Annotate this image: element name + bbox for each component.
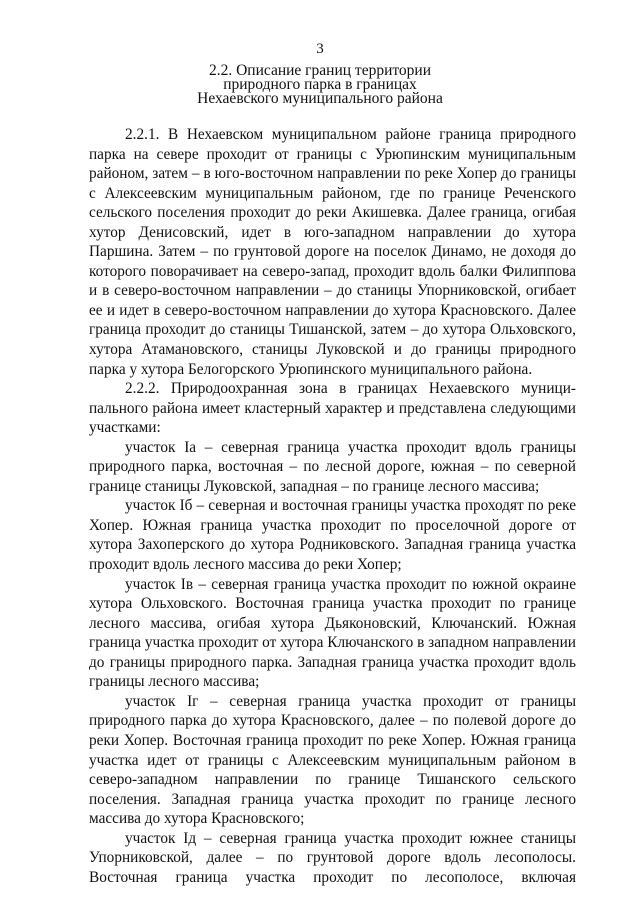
paragraph-plot-ig: участок Iг – северная граница участка проходит от границы природного парка до хутора Красновского, далее – по полевой дороге до реки Хопер. Восточная граница проходит по реке Хопер. Южная граница участка идет от границы с Алексеевским муниципальным районом в северо-западном направлении по границе Тишанского сельского поселения. Западная граница участка проходит по границе лесного массива до хутора Красновского; [89, 692, 576, 828]
heading-line: природного парка в границах [223, 76, 417, 93]
paragraph-2-2-1: 2.2.1. В Нехаевском муниципальном районе граница природного парка на севере проходит от границы с Урюпинским муниципальным районом, затем – в юго-восточном направлении по реке Хопер до границы с Алексеевским муниципальным районом, где по границе Реченского сельского поселения проходит до реки Акишевка. Далее граница, огибая хутор Денисовский, идет в юго-западном направлении до хутора Паршина. Затем – по грунтовой дороге на поселок Динамо, не доходя до которого поворачивает на северо-запад, проходит вдоль балки Филиппова и в северо-восточном направлении – до станицы Упорниковской, огибает ее и идет в северо-восточном направлении до хутора Красновского. Далее граница проходит до станицы Тишанской, затем – до хутора Ольховского, хутора Атамановского, станицы Луковской и до границы природного парка у хутора Белогорского Урюпинского муниципального района. [89, 126, 576, 378]
paragraph-plot-ia: участок Iа – северная граница участка проходит вдоль границы природного парка, восточная – по лесной дороге, южная – по северной границе станицы Луковской, западная – по границе лесного массива; [89, 438, 576, 495]
heading-line: Нехаевского муниципального района [197, 90, 443, 107]
body-text [89, 125, 576, 887]
paragraph-plot-id: участок Iд – северная граница участка проходит южнее станицы Упорниковской, далее – по грунтовой дороге вдоль лесополосы. Восточная граница участка проходит по лесополосе, включая [89, 829, 576, 886]
page-number: 3 [316, 41, 324, 57]
paragraph-plot-ib: участок Iб – северная и восточная границы участка проходят по реке Хопер. Южная граница участка проходит по проселочной дороге от хутора Захоперского до хутора Родниковского. Западная граница участка проходит вдоль лесного массива до реки Хопер; [89, 497, 576, 574]
heading-line: 2.2. Описание границ территории [208, 62, 432, 79]
section-heading [0, 64, 640, 106]
paragraph-2-2-2: 2.2.2. Природоохранная зона в границах Нехаевского муниципального района имеет кластерный характер и представлена следующими участками: [89, 380, 576, 437]
paragraph-plot-iv: участок Iв – северная граница участка проходит по южной окраине хутора Ольховского. Восточная граница участка проходит по границе лесного массива, огибая хутора Дьяконовский, Ключанский. Южная граница участка проходит от хутора Ключанского в западном направлении до границы природного парка. Западная граница участка проходит вдоль границы лесного массива; [89, 575, 576, 691]
